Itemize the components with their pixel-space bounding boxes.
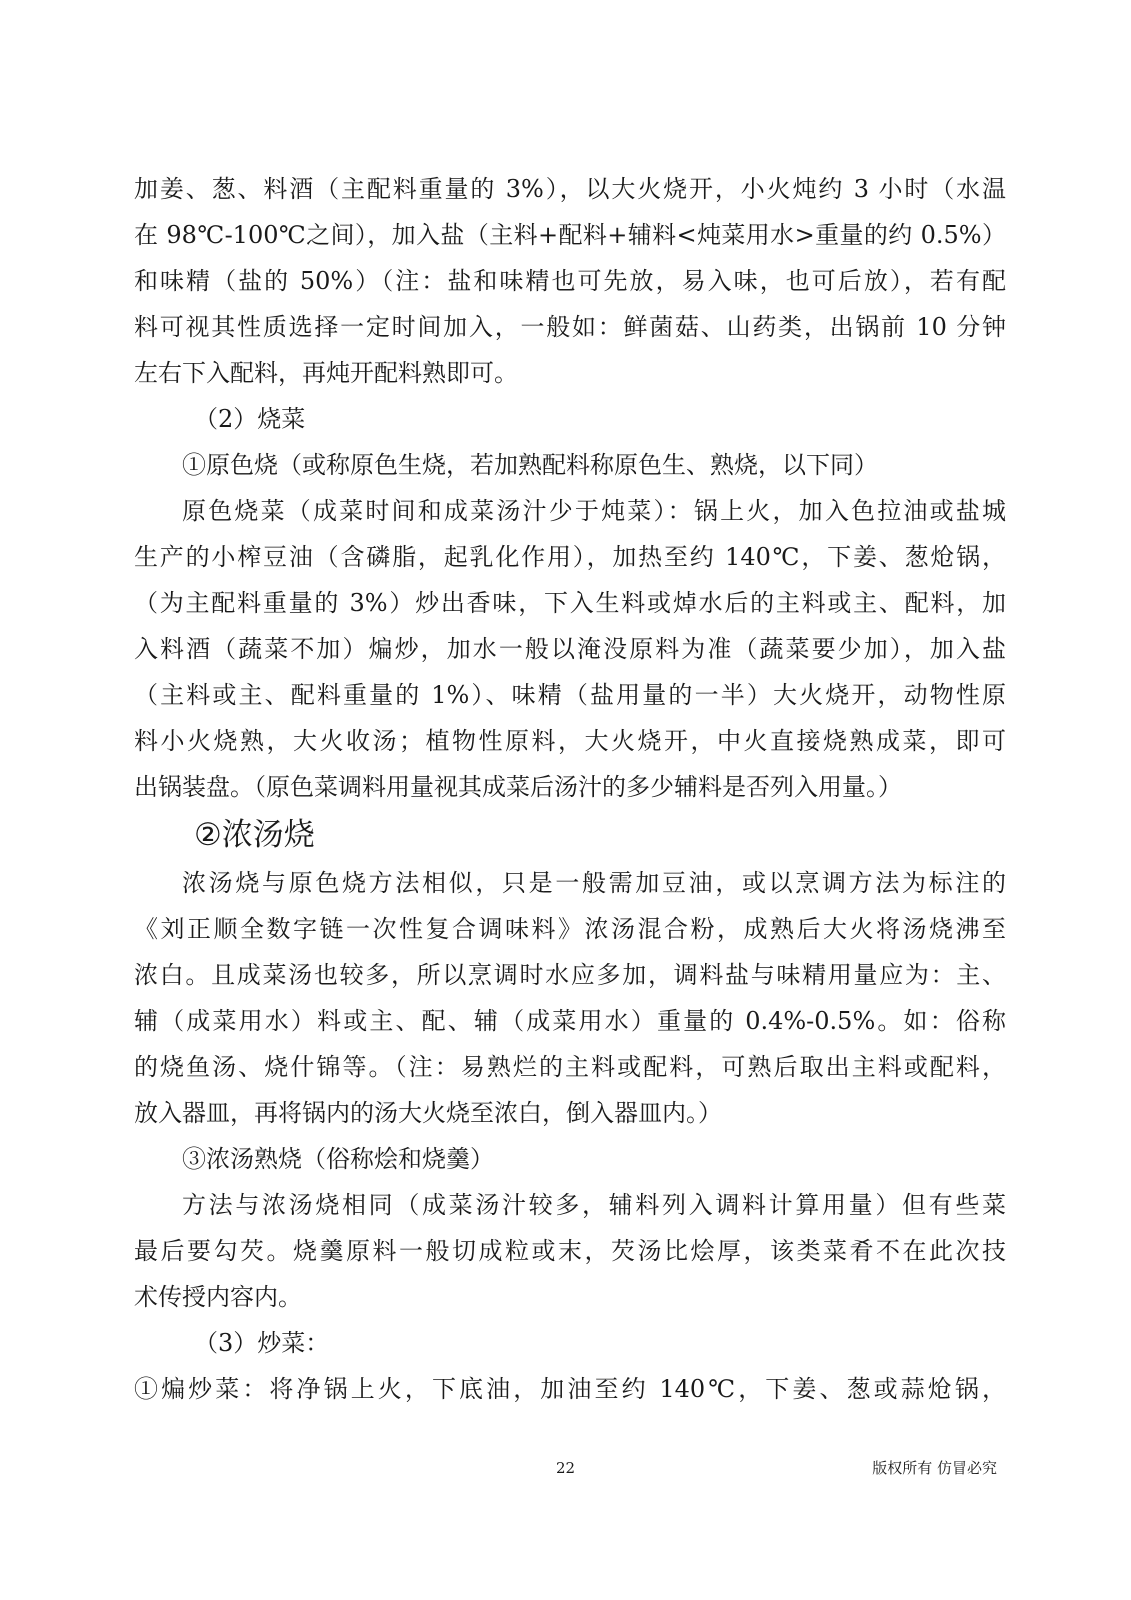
body-text-line: 浓汤烧与原色烧方法相似，只是一般需加豆油，或以烹调方法为标注的 [182, 869, 1006, 897]
body-text-line: 的烧鱼汤、烧什锦等。（注：易熟烂的主料或配料，可熟后取出主料或配料， [134, 1053, 1006, 1081]
section-heading-shaocai: （2）烧菜 [194, 405, 306, 433]
body-text-line: 左右下入配料，再炖开配料熟即可。 [134, 359, 518, 387]
body-text-line: 入料酒（蔬菜不加）煸炒，加水一般以淹没原料为准（蔬菜要少加），加入盐 [134, 635, 1006, 663]
body-text-line: 加姜、葱、料酒（主配料重量的 3%），以大火烧开，小火炖约 3 小时（水温 [134, 175, 1006, 203]
body-text-line: 在 98℃-100℃之间），加入盐（主料+配料+辅料<炖菜用水>重量的约 0.5%） [134, 221, 1006, 249]
body-text-line: 《刘正顺全数字链一次性复合调味料》浓汤混合粉，成熟后大火将汤烧沸至 [134, 915, 1006, 943]
body-text-line: 最后要勾芡。烧羹原料一般切成粒或末，芡汤比烩厚，该类菜肴不在此次技 [134, 1237, 1006, 1265]
body-text-line: 料小火烧熟，大火收汤；植物性原料，大火烧开，中火直接烧熟成菜，即可 [134, 727, 1006, 755]
body-text-line: 料可视其性质选择一定时间加入，一般如：鲜菌菇、山药类，出锅前 10 分钟 [134, 313, 1006, 341]
subsection-heading-nongtang: ②浓汤烧 [194, 817, 315, 853]
body-text-line: 浓白。且成菜汤也较多，所以烹调时水应多加，调料盐与味精用量应为：主、 [134, 961, 1006, 989]
body-text-line: ①煸炒菜：将净锅上火，下底油，加油至约 140℃，下姜、葱或蒜炝锅， [134, 1375, 1006, 1403]
copyright-notice: 版权所有 仿冒必究 [872, 1459, 997, 1477]
subsection-heading-nongtangshu: ③浓汤熟烧（俗称烩和烧羹） [182, 1145, 494, 1173]
body-text-line: 方法与浓汤烧相同（成菜汤汁较多，辅料列入调料计算用量）但有些菜 [182, 1191, 1006, 1219]
body-text-line: 放入器皿，再将锅内的汤大火烧至浓白，倒入器皿内。） [134, 1099, 722, 1127]
body-text-line: 生产的小榨豆油（含磷脂，起乳化作用），加热至约 140℃，下姜、葱炝锅， [134, 543, 1006, 571]
body-text-line: 出锅装盘。（原色菜调料用量视其成菜后汤汁的多少辅料是否列入用量。） [134, 773, 902, 801]
body-text-line: （为主配料重量的 3%）炒出香味，下入生料或焯水后的主料或主、配料，加 [134, 589, 1006, 617]
body-text-line: 和味精（盐的 50%）（注：盐和味精也可先放，易入味，也可后放），若有配 [134, 267, 1006, 295]
subsection-heading-yuansese: ①原色烧（或称原色生烧，若加熟配料称原色生、熟烧，以下同） [182, 451, 878, 479]
body-text-line: （主料或主、配料重量的 1%）、味精（盐用量的一半）大火烧开，动物性原 [134, 681, 1006, 709]
body-text-line: 辅（成菜用水）料或主、配、辅（成菜用水）重量的 0.4%-0.5%。如：俗称 [134, 1007, 1006, 1035]
document-body [134, 166, 1006, 1412]
section-heading-chaocai: （3）炒菜： [194, 1329, 330, 1357]
page-number: 22 [555, 1459, 576, 1477]
body-text-line: 原色烧菜（成菜时间和成菜汤汁少于炖菜）：锅上火，加入色拉油或盐城 [182, 497, 1006, 525]
body-text-line: 术传授内容内。 [134, 1283, 302, 1311]
